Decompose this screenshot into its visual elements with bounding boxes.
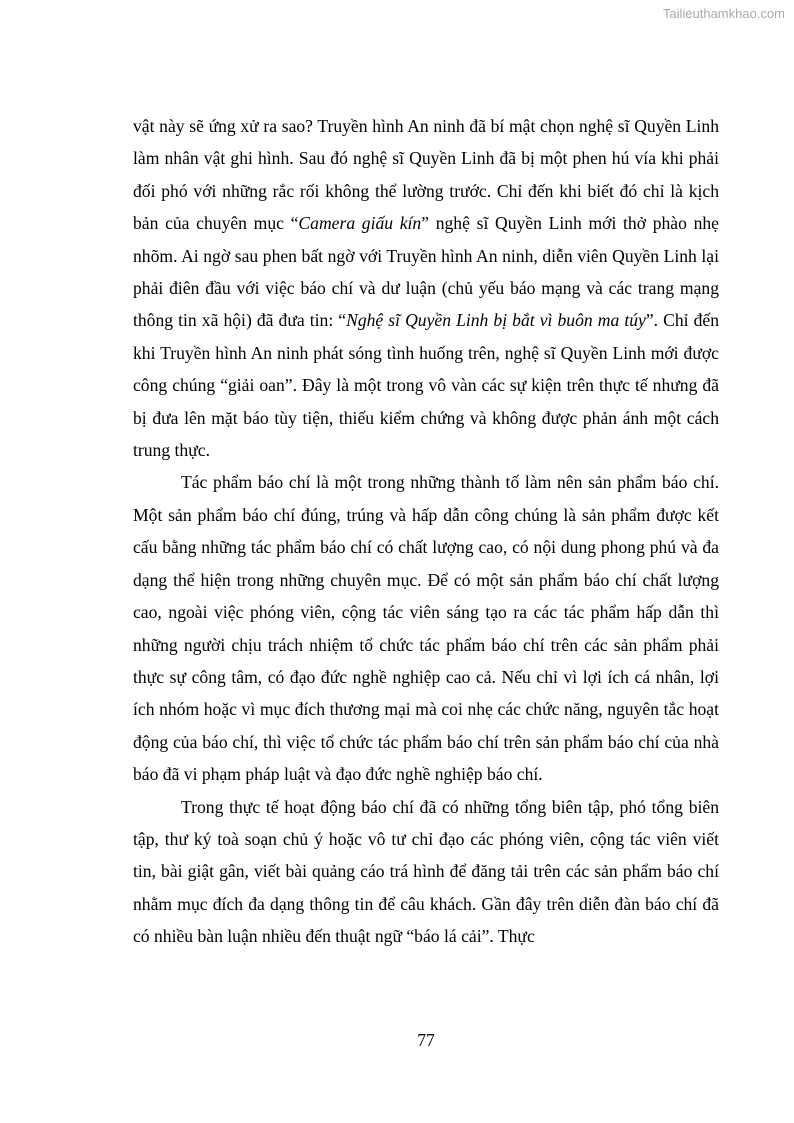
paragraph-1	[133, 110, 719, 466]
paragraph-1-part-3: ”. Chỉ đến khi Truyền hình An ninh phát sóng tình huống trên, nghệ sĩ Quyền Linh mới được công chúng “giải oan”. Đây là một trong vô vàn các sự kiện trên thực tế nhưng đã bị đưa lên mặt báo tùy tiện, thiếu kiểm chứng và không được phản ánh một cách trung thực.	[133, 310, 719, 461]
paragraph-3: Trong thực tế hoạt động báo chí đã có những tổng biên tập, phó tổng biên tập, thư ký toà soạn chủ ý hoặc vô tư chỉ đạo các phóng viên, cộng tác viên viết tin, bài giật gân, viết bài quảng cáo trá hình để đăng tải trên các sản phẩm báo chí nhằm mục đích đa dạng thông tin để câu khách. Gần đây trên diễn đàn báo chí đã có nhiều bàn luận nhiều đến thuật ngữ “báo lá cải”. Thực	[133, 796, 719, 947]
italic-headline-quote: Nghệ sĩ Quyền Linh bị bắt vì buôn ma túy	[346, 310, 646, 331]
paragraph-2: Tác phẩm báo chí là một trong những thành tố làm nên sản phẩm báo chí. Một sản phẩm báo chí đúng, trúng và hấp dẫn công chúng là sản phẩm được kết cấu bằng những tác phẩm báo chí có chất lượng cao, có nội dung phong phú và đa dạng thể hiện trong những chuyên mục. Để có một sản phẩm báo chí chất lượng cao, ngoài việc phóng viên, cộng tác viên sáng tạo ra các tác phẩm hấp dẫn thì những người chịu trách nhiệm tổ chức tác phẩm báo chí trên các sản phẩm phải thực sự công tâm, có đạo đức nghề nghiệp cao cả. Nếu chỉ vì lợi ích cá nhân, lợi ích nhóm hoặc vì mục đích thương mại mà coi nhẹ các chức năng, nguyên tắc hoạt động của báo chí, thì việc tổ chức tác phẩm báo chí trên sản phẩm báo chí của nhà báo đã vi phạm pháp luật và đạo đức nghề nghiệp báo chí.	[133, 472, 719, 785]
page-number: 77	[417, 1030, 435, 1050]
paragraph-1-part-1: vật này sẽ ứng xử ra sao? Truyền hình An ninh đã bí mật chọn nghệ sĩ Quyền Linh làm nhân vật ghi hình. Sau đó nghệ sĩ Quyền Linh đã bị một phen hú vía khi phải đối phó với những rắc rối không thể lường trước. Chỉ đến khi biết đó chỉ là kịch bản của chuyên mục “	[133, 116, 719, 234]
italic-camera-giau-kin: Camera giấu kín	[298, 213, 422, 234]
watermark: Tailieuthamkhao.com	[662, 6, 785, 21]
paragraph-1-part-2: ” nghệ sĩ Quyền Linh mới thở phào nhẹ nhõm. Ai ngờ sau phen bất ngờ với Truyền hình An ninh, diễn viên Quyền Linh lại phải điên đầu với việc báo chí và dư luận (chủ yếu báo mạng và các trang mạng thông tin xã hội) đã đưa tin: “	[133, 213, 719, 331]
body-text	[133, 110, 719, 953]
